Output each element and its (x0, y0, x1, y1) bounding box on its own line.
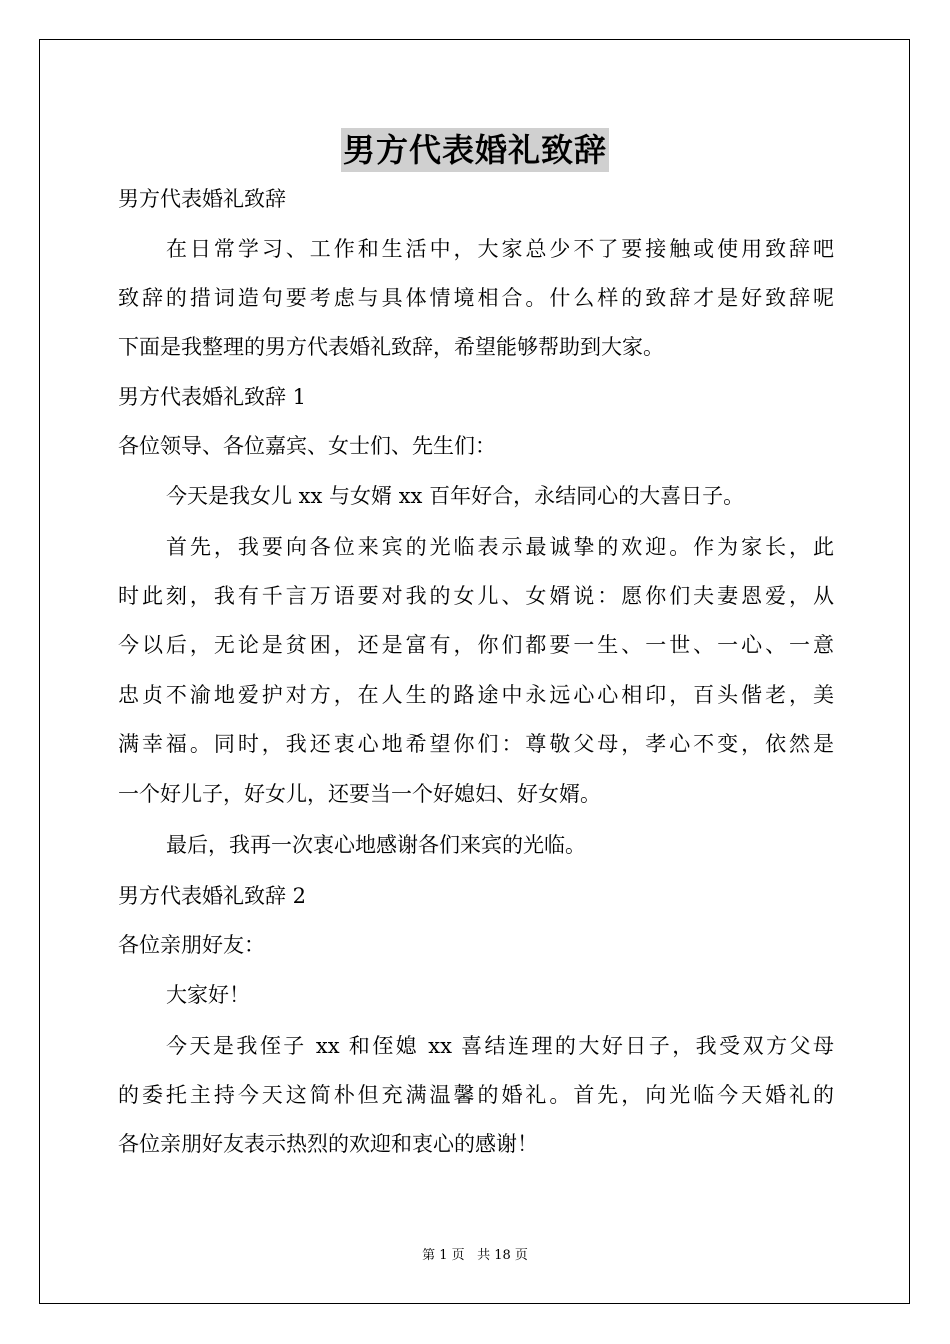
paragraph-line: 今以后，无论是贫困，还是富有，你们都要一生、一世、一心、一意 (118, 633, 834, 657)
paragraph-line: 在日常学习、工作和生活中，大家总少不了要接触或使用致辞吧 (166, 237, 834, 261)
title-container (0, 128, 950, 172)
page-total: 共 18 页 (477, 1248, 528, 1263)
section-heading: 男方代表婚礼致辞 1 (118, 385, 307, 409)
paragraph-line: 忠贞不渝地爱护对方，在人生的路途中永远心心相印，百头偕老，美 (118, 683, 834, 707)
paragraph-line: 的委托主持今天这简朴但充满温馨的婚礼。首先，向光临今天婚礼的 (118, 1083, 834, 1107)
paragraph-line: 各位亲朋好友表示热烈的欢迎和衷心的感谢！ (118, 1132, 538, 1156)
paragraph-line: 最后，我再一次衷心地感谢各们来宾的光临。 (166, 833, 586, 857)
subtitle-line: 男方代表婚礼致辞 (118, 187, 286, 211)
document-title: 男方代表婚礼致辞 (341, 128, 609, 172)
paragraph-line: 今天是我女儿 xx 与女婿 xx 百年好合，永结同心的大喜日子。 (166, 484, 745, 508)
paragraph-line: 大家好！ (166, 983, 250, 1007)
paragraph-line: 一个好儿子，好女儿，还要当一个好媳妇、好女婿。 (118, 782, 601, 806)
paragraph-line: 致辞的措词造句要考虑与具体情境相合。什么样的致辞才是好致辞呢 (118, 286, 834, 310)
page-number: 第 1 页 (422, 1248, 465, 1263)
paragraph-line: 今天是我侄子 xx 和侄媳 xx 喜结连理的大好日子，我受双方父母 (166, 1034, 834, 1058)
section-heading: 男方代表婚礼致辞 2 (118, 884, 307, 908)
salutation-line: 各位领导、各位嘉宾、女士们、先生们： (118, 434, 496, 458)
paragraph-line: 下面是我整理的男方代表婚礼致辞，希望能够帮助到大家。 (118, 335, 664, 359)
paragraph-line: 满幸福。同时，我还衷心地希望你们：尊敬父母，孝心不变，依然是 (118, 732, 834, 756)
page-footer (0, 1244, 950, 1263)
paragraph-line: 首先，我要向各位来宾的光临表示最诚挚的欢迎。作为家长，此 (166, 535, 834, 559)
paragraph-line: 时此刻，我有千言万语要对我的女儿、女婿说：愿你们夫妻恩爱，从 (118, 584, 834, 608)
salutation-line: 各位亲朋好友： (118, 933, 265, 957)
